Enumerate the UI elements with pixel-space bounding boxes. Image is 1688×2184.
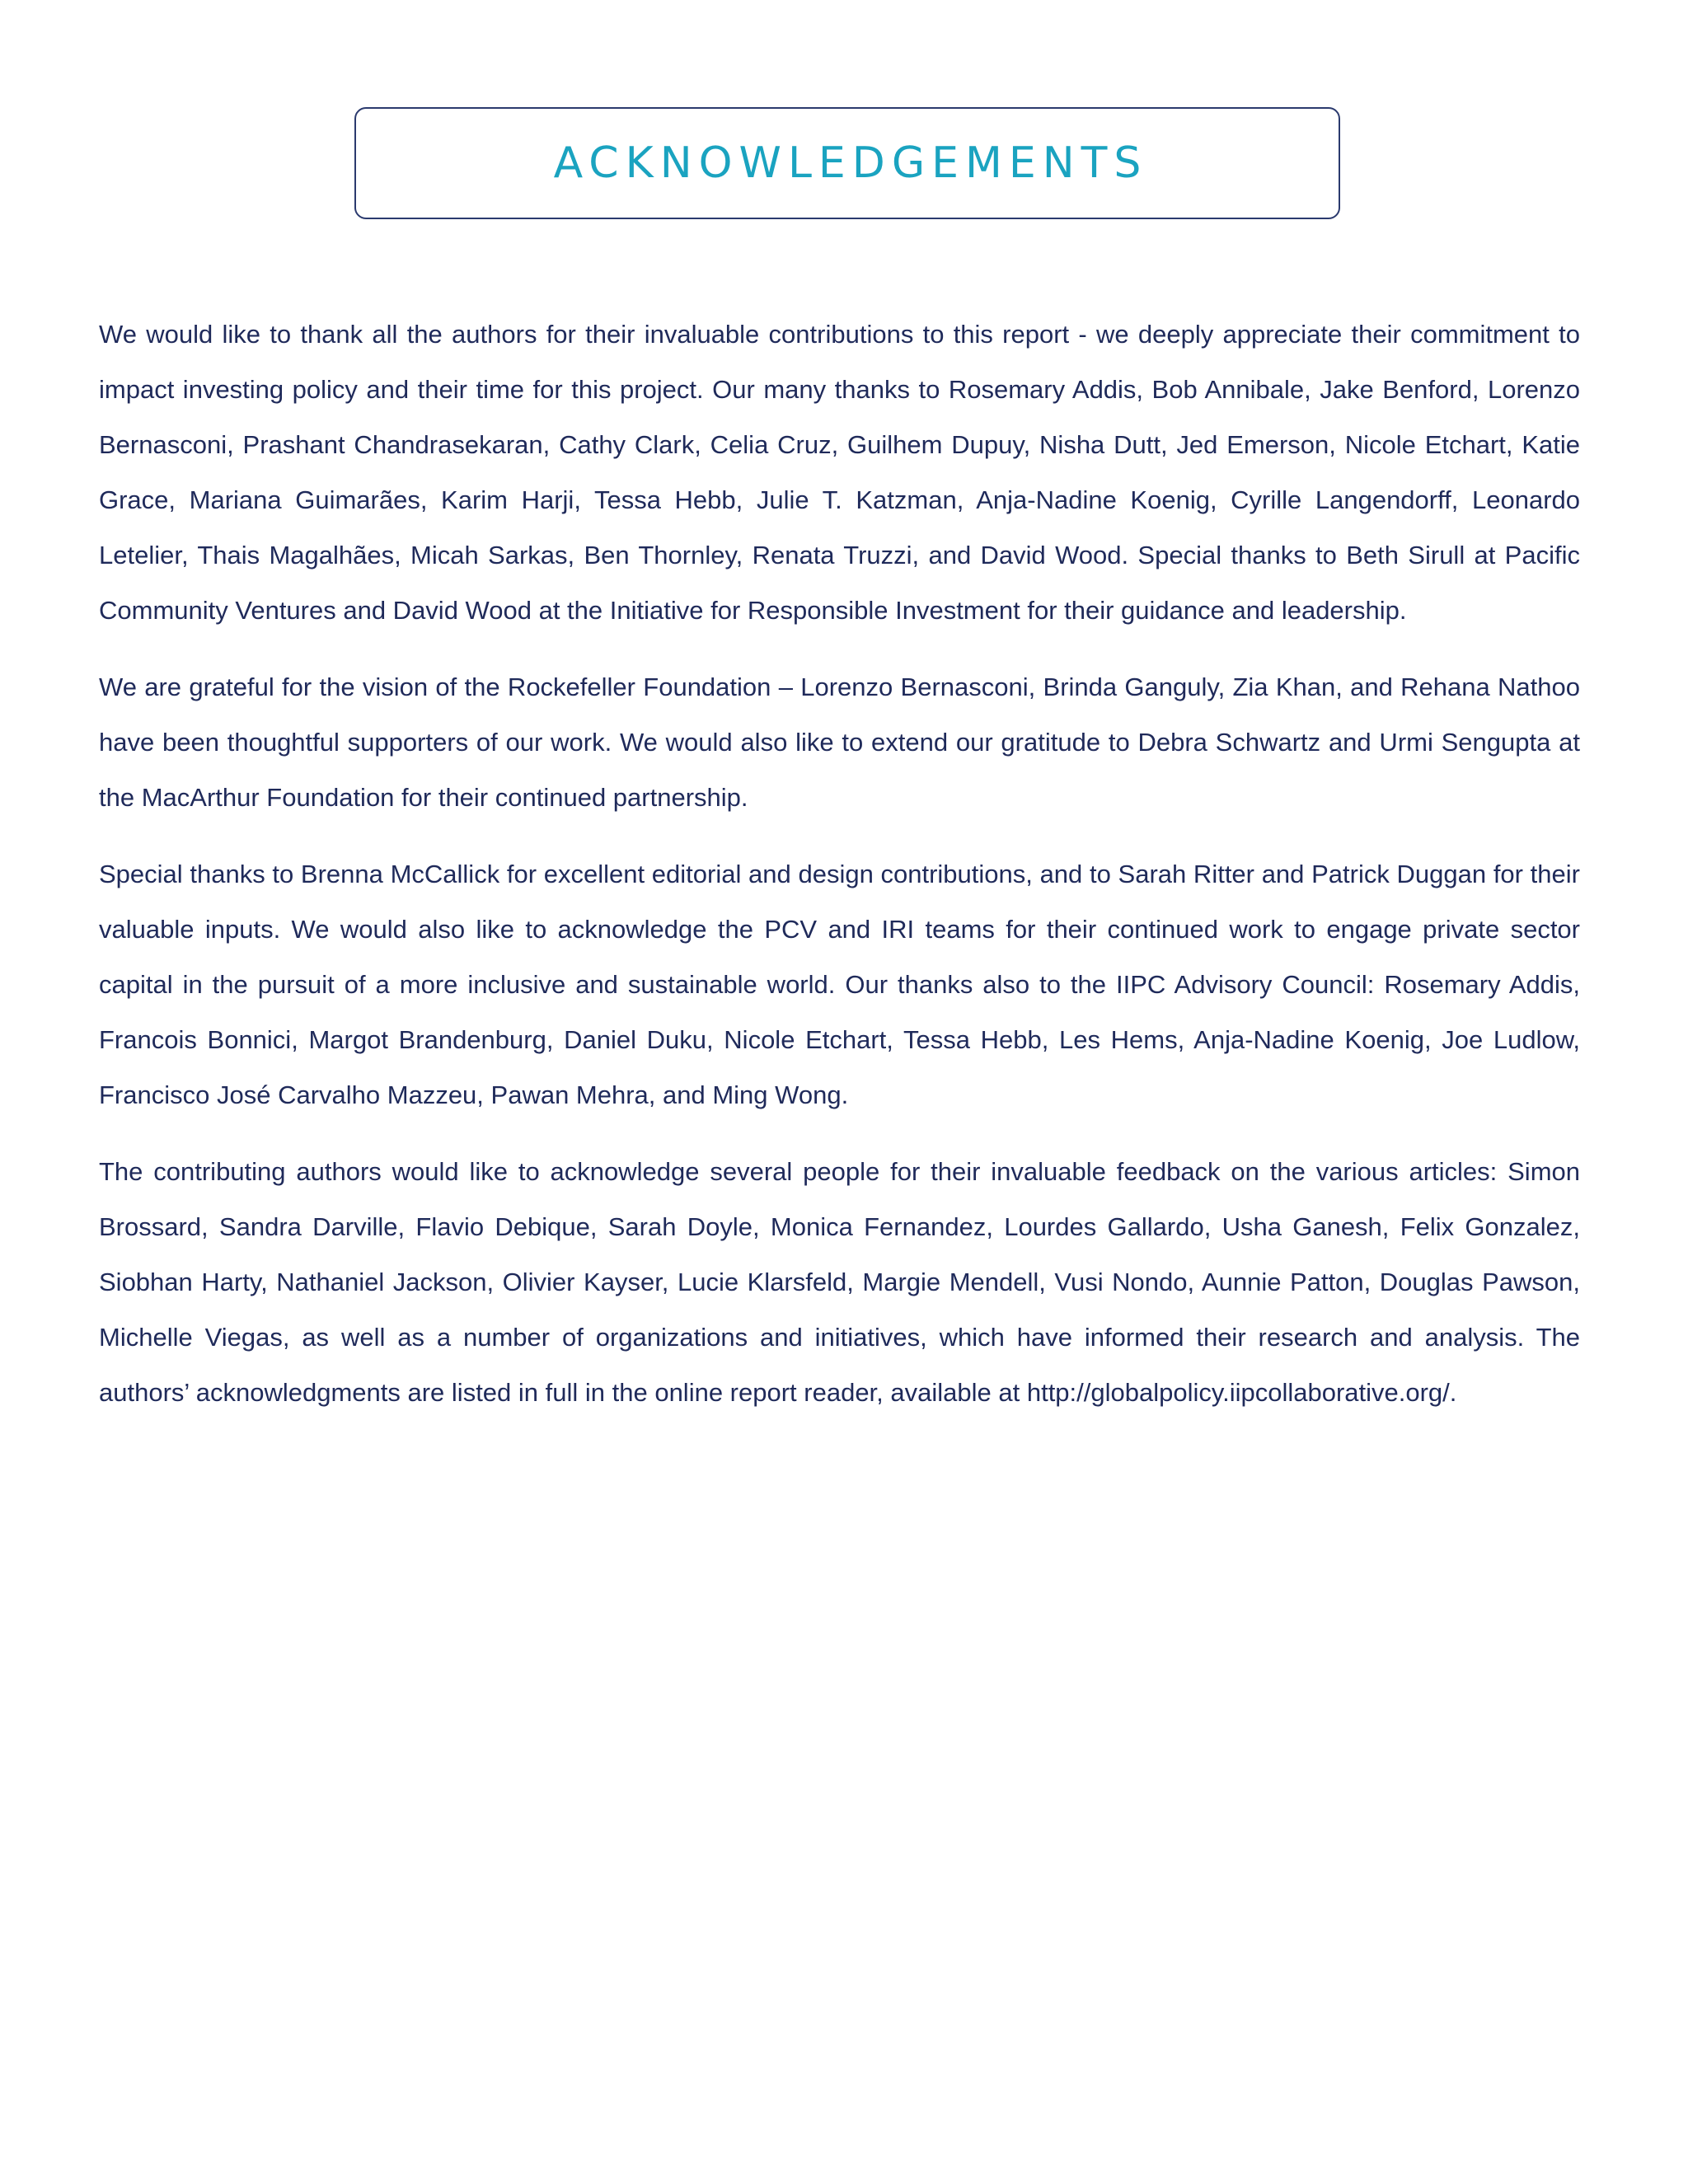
- paragraph-contributors: The contributing authors would like to acknowledge several people for their invaluable feedback on the various articles: Simon Brossard, Sandra Darville, Flavio Debique, Sarah Doyle, Monica Fernandez, Lourdes Gallardo, Usha Ganesh, Felix Gonzalez, Siobhan Harty, Nathaniel Jackson, Olivier Kayser, Lucie Klarsfeld, Margie Mendell, Vusi Nondo, Aunnie Patton, Douglas Pawson, Michelle Viegas, as well as a number of organizations and initiatives, which have informed their research and analysis. The authors’ acknowledgments are listed in full in the online report reader, available at http://globalpolicy.iipcollaborative.org/.: [99, 1157, 1580, 1407]
- paragraph-rockefeller: We are grateful for the vision of the Rockefeller Foundation – Lorenzo Bernasconi, Brinda Ganguly, Zia Khan, and Rehana Nathoo have been thoughtful supporters of our work. We would also like to extend our gratitude to Debra Schwartz and Urmi Sengupta at the MacArthur Foundation for their continued partnership.: [99, 673, 1580, 812]
- paragraph-authors: We would like to thank all the authors for their invaluable contributions to this report - we deeply appreciate their commitment to impact investing policy and their time for this project. Our many thanks to Rosemary Addis, Bob Annibale, Jake Benford, Lorenzo Bernasconi, Prashant Chandrasekaran, Cathy Clark, Celia Cruz, Guilhem Dupuy, Nisha Dutt, Jed Emerson, Nicole Etchart, Katie Grace, Mariana Guimarães, Karim Harji, Tessa Hebb, Julie T. Katzman, Anja-Nadine Koenig, Cyrille Langendorff, Leonardo Letelier, Thais Magalhães, Micah Sarkas, Ben Thornley, Renata Truzzi, and David Wood. Special thanks to Beth Sirull at Pacific Community Ventures and David Wood at the Initiative for Responsible Investment for their guidance and leadership.: [99, 320, 1580, 625]
- page-title: ACKNOWLEDGEMENTS: [553, 138, 1148, 188]
- acknowledgements-body: [99, 307, 1580, 1441]
- title-box: [354, 107, 1340, 219]
- paragraph-editorial: Special thanks to Brenna McCallick for excellent editorial and design contributions, and to Sarah Ritter and Patrick Duggan for their valuable inputs. We would also like to acknowledge the PCV and IRI teams for their continued work to engage private sector capital in the pursuit of a more inclusive and sustainable world. Our thanks also to the IIPC Advisory Council: Rosemary Addis, Francois Bonnici, Margot Brandenburg, Daniel Duku, Nicole Etchart, Tessa Hebb, Les Hems, Anja-Nadine Koenig, Joe Ludlow, Francisco José Carvalho Mazzeu, Pawan Mehra, and Ming Wong.: [99, 860, 1580, 1109]
